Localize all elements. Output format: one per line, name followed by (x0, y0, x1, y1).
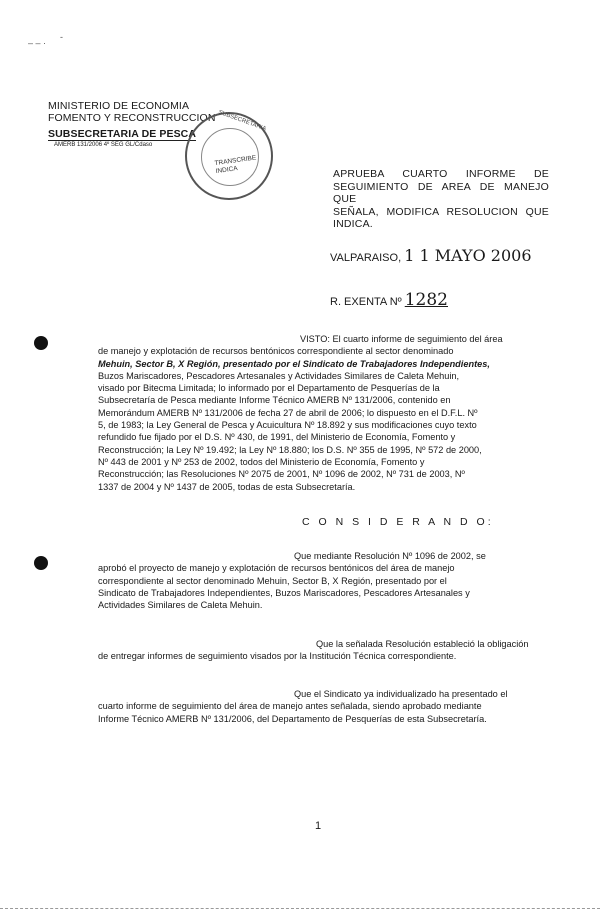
stamp-ring-text: SUBSECRETARIA (217, 109, 267, 133)
scan-edge (0, 908, 600, 910)
official-stamp (185, 109, 273, 200)
resolution-title (333, 168, 549, 231)
visto-line: VISTO: El cuarto informe de seguimiento del área (300, 334, 503, 344)
stamp-line-2: INDICA (215, 165, 239, 176)
visto-line: 1337 de 2004 y Nº 1437 de 2005, todas de esta Subsecretaría. (98, 481, 356, 492)
visto-line: Buzos Mariscadores, Pescadores Artesanales y Actividades Similares de Caleta Mehuin, (98, 370, 460, 381)
considerando-paragraph-3 (98, 688, 550, 725)
considerando-paragraph-2 (98, 638, 550, 663)
title-line: SEÑALA, MODIFICA RESOLUCION QUE (333, 205, 549, 218)
visto-line: Nº 443 de 2001 y Nº 253 de 2002, todos del Ministerio de Economía, Fomento y (98, 456, 425, 467)
reference-code: AMERB 131/2006 4º SEG GL/Cdaso (54, 142, 153, 148)
place-date (330, 246, 532, 265)
considerando-line: aprobó el proyecto de manejo y explotación de recursos bentónicos del área de manejo (98, 563, 455, 574)
considerando-line: Que la señalada Resolución estableció la obligación (316, 639, 529, 649)
resolution-value: 1282 (404, 290, 448, 310)
considerando-line: Que el Sindicato ya individualizado ha presentado el (294, 689, 508, 699)
considerando-line: cuarto informe de seguimiento del área de manejo antes señalada, siendo aprobado mediante (98, 701, 482, 712)
ministry-name-2: FOMENTO Y RECONSTRUCCION (48, 112, 216, 124)
considerando-line: Actividades Similares de Caleta Mehuin. (98, 600, 263, 611)
page-number: 1 (315, 820, 322, 832)
punch-hole (34, 336, 48, 350)
considerando-line: de entregar informes de seguimiento visados por la Institución Técnica correspondiente. (98, 651, 457, 662)
considerando-line: Que mediante Resolución Nº 1096 de 2002, se (294, 551, 486, 561)
visto-line: Reconstrucción; la Ley Nº 19.492; la Ley Nº 18.880; los D.S. Nº 355 de 1995, Nº 572 de 2000, (98, 444, 482, 455)
visto-line: Mehuin, Sector B, X Región, presentado por el Sindicato de Trabajadores Independientes, (98, 358, 490, 369)
city: VALPARAISO, (330, 252, 402, 264)
visto-line: visado por Bitecma Limitada; lo informado por el Departamento de Pesquerías de la (98, 383, 440, 394)
date-stamp: 1 1 MAYO 2006 (404, 246, 532, 265)
title-line: INDICA. (333, 218, 373, 231)
subsecretaria-name: SUBSECRETARIA DE PESCA (48, 128, 197, 140)
considerando-heading: C O N S I D E R A N D O: (302, 516, 494, 528)
title-line: APRUEBA CUARTO INFORME DE (333, 168, 549, 180)
resolution-label: R. EXENTA Nº (330, 296, 402, 308)
visto-line: Subsecretaría de Pesca mediante Informe Técnico AMERB Nº 131/2006, contenido en (98, 395, 451, 406)
margin-mark: – – · (28, 38, 47, 48)
considerando-line: correspondiente al sector denominado Mehuin, Sector B, X Región, presentado por el (98, 575, 447, 586)
resolution-number (330, 290, 448, 310)
ministry-name: MINISTERIO DE ECONOMIA (48, 100, 190, 112)
considerando-line: Informe Técnico AMERB Nº 131/2006, del Departamento de Pesquerías de esta Subsecretaría. (98, 713, 487, 724)
visto-line: 5, de 1983; la Ley General de Pesca y Acuicultura Nº 18.892 y sus modificaciones cuyo texto (98, 420, 477, 431)
visto-line: refundido fue fijado por el D.S. Nº 430, de 1991, del Ministerio de Economía, Fomento y (98, 432, 456, 443)
visto-paragraph (98, 333, 550, 493)
visto-line: Reconstrucción; las Resoluciones Nº 2075 de 2001, Nº 1096 de 2002, Nº 731 de 2003, Nº (98, 469, 465, 480)
visto-line: Memorándum AMERB Nº 131/2006 de fecha 27 de abril de 2006; lo dispuesto en el D.F.L. Nº (98, 407, 478, 418)
punch-hole (34, 556, 48, 570)
considerando-line: Sindicato de Trabajadores Independientes, Buzos Mariscadores, Pescadores Artesanales y (98, 587, 470, 598)
visto-line: de manejo y explotación de recursos bentónicos correspondiente al sector denominado (98, 346, 454, 357)
stamp-line-1: TRANSCRIBE (214, 154, 257, 168)
title-line: SEGUIMIENTO DE AREA DE MANEJO QUE (333, 180, 549, 206)
margin-mark: - (60, 32, 63, 42)
considerando-paragraph-1 (98, 550, 550, 611)
